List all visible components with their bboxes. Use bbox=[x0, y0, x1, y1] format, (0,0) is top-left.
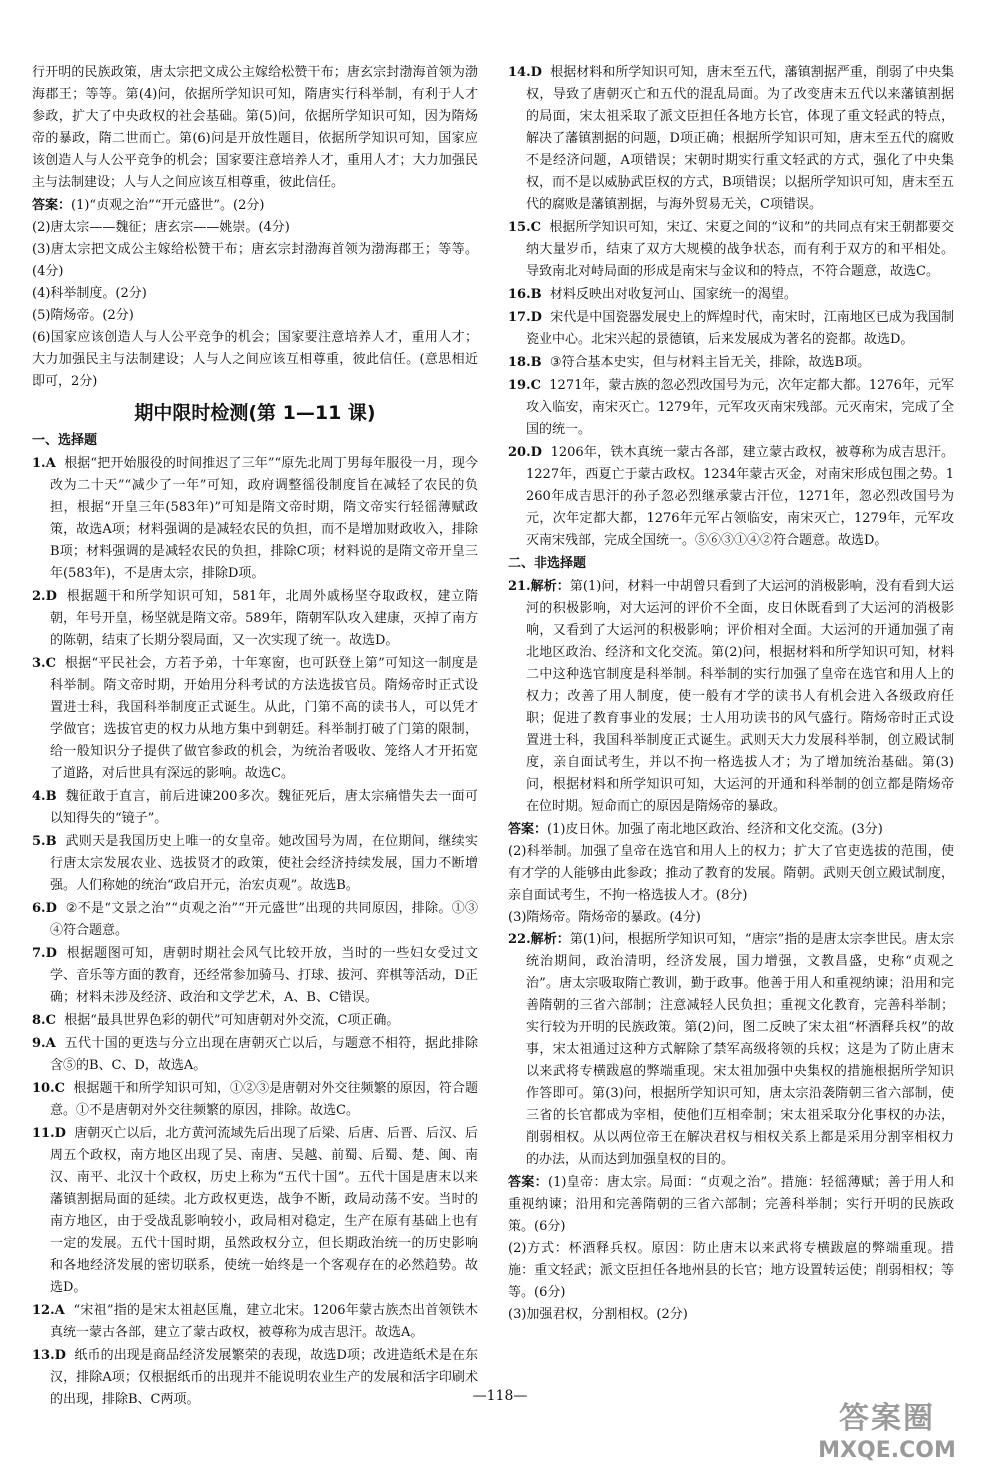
question-item bbox=[32, 1300, 478, 1344]
answer-line: (3)加强君权，分割相权。(2分) bbox=[508, 1307, 688, 1322]
question-explanation: 唐朝灭亡以后，北方黄河流域先后出现了后梁、后唐、后晋、后汉、后周五个政权，南方地区出现了吴、南唐、吴越、前蜀、后蜀、楚、闽、南汉、南平、北汉十个政权，历史上称为“五代十国”。五代十国是唐末以来藩镇割据局面的延续。北方政权更迭，战争不断，政局动荡不安。当时的南方地区，由于受战乱影响较小，政局相对稳定，生产在原有基础上也有一定的发展。五代十国时期，虽然政权分立，但长期政治统一的历史影响和各地经济发展的密切联系，使统一始终是一个客观存在的必然趋势。故选D。 bbox=[50, 1126, 478, 1295]
question-explanation: 根据题干和所学知识可知，581年，北周外戚杨坚夺取政权，建立隋朝，年号开皇，杨坚就是隋文帝。589年，隋朝军队攻入建康，灭掉了南方的陈朝，结束了长期分裂局面，又一次实现了统一。故选D。 bbox=[50, 589, 478, 648]
question-item bbox=[508, 62, 954, 216]
watermark bbox=[802, 1400, 972, 1466]
watermark-logo: 答案圈 bbox=[839, 1401, 935, 1436]
question-explanation: 根据“把开始服役的时间推迟了三年”“原先北周丁男每年服役一月，现今改为二十天”“减少了一年”可知，政府调整徭役制度旨在减轻了农民的负担，根据“开皇三年(583年)”可知是隋文帝时期，隋文帝实行轻徭薄赋政策，故选A项；材料强调的是减轻农民的负担，而不是增加财政收入，排除B项；材料强调的是减轻农民的负担，排除C项；材料说的是隋文帝开皇三年(583年)，不是唐太宗，排除D项。 bbox=[50, 456, 478, 581]
section-heading-choice: 一、选择题 bbox=[32, 433, 98, 448]
answer-label: 答案： bbox=[508, 1175, 549, 1190]
section-title: 期中限时检测(第 1—11 课) bbox=[134, 402, 376, 424]
question-item bbox=[508, 375, 954, 441]
question-explanation: 根据题图可知，唐朝时期社会风气比较开放，当时的一些妇女受过文学、音乐等方面的教育，还经常参加骑马、打球、拔河、弈棋等活动，D正确；材料未涉及经济、政治和文学艺术，A、B、C错误。 bbox=[50, 946, 478, 1005]
answer-line: (3)隋炀帝。隋炀帝的暴政。(4分) bbox=[508, 910, 701, 925]
question-item bbox=[32, 453, 478, 585]
question-explanation: 根据“最具世界色彩的朝代”可知唐朝对外交流，C项正确。 bbox=[64, 1013, 400, 1028]
answer-line: (4)科举制度。(2分) bbox=[32, 286, 147, 301]
answer-line: (2)唐太宗——魏征；唐玄宗——姚崇。(4分) bbox=[32, 220, 290, 235]
question-item bbox=[508, 217, 954, 283]
question-item bbox=[32, 1033, 478, 1077]
question-22 bbox=[508, 929, 954, 1326]
answer-line: (2)方式：杯酒释兵权。原因：防止唐末以来武将专横跋扈的弊端重现。措施：重文轻武；派文臣担任各地州县的长官；地方设置转运使；削弱相权；等等。(6分) bbox=[508, 1241, 954, 1300]
question-number: 19.C bbox=[508, 378, 541, 393]
answer-line: (1)“贞观之治”“开元盛世”。(2分) bbox=[71, 198, 265, 213]
question-number: 12.A bbox=[32, 1303, 65, 1318]
answer-line: (1)皇帝：唐太宗。局面：“贞观之治”。措施：轻徭薄赋；善于用人和重视纳谏；沿用和完善隋朝的三省六部制；完善科举制；实行开明的民族政策。(6分) bbox=[508, 1175, 954, 1234]
question-item bbox=[508, 284, 954, 306]
question-number: 16.B bbox=[508, 287, 542, 302]
question-explanation: 五代十国的更迭与分立出现在唐朝灭亡以后，与题意不相符，据此排除含⑤的B、C、D，故选A。 bbox=[50, 1036, 478, 1073]
question-explanation: 1271年，蒙古族的忽必烈改国号为元，次年定都大都。1276年，元军攻入临安，南宋灭亡。1279年，元军攻灭南宋残部。元灭南宋，完成了全国的统一。 bbox=[526, 378, 955, 437]
answer-line: (3)唐太宗把文成公主嫁给松赞干布；唐玄宗封渤海首领为渤海郡王；等等。(4分) bbox=[32, 242, 478, 279]
question-explanation: 根据“平民社会，方若予弟，十年寒窗，也可跃登上第”可知这一制度是科举制。隋文帝时期，开始用分科考试的方法选拔官员。隋炀帝时正式设置进士科，我国科举制度正式诞生。从此，门第不高的读书人，可以凭才学做官；选拔官吏的权力从地方集中到朝廷。科举制打破了门第的限制，给一般知识分子提供了做官参政的机会，为统治者吸收、笼络人才开拓宽了道路，对后世具有深远的影响。故选C。 bbox=[50, 656, 478, 781]
question-number: 17.D bbox=[508, 310, 542, 325]
answer-line: (2)科举制。加强了皇帝在选官和用人上的权力；扩大了官吏选拔的范围，使有才学的人能够由此参政；推动了教育的发展。隋朝。武则天创立殿试制度，亲自面试考生，不拘一格选拔人才。(8分) bbox=[508, 844, 954, 903]
question-explanation: “宋祖”指的是宋太祖赵匡胤，建立北宋。1206年蒙古族杰出首领铁木真统一蒙古各部，建立了蒙古政权，被尊称为成吉思汗。故选A。 bbox=[50, 1303, 478, 1340]
section-heading-nonchoice: 二、非选择题 bbox=[508, 556, 587, 571]
left-question-list bbox=[32, 453, 478, 1411]
question-number: 2.D bbox=[32, 589, 57, 604]
question-number: 13.D bbox=[32, 1348, 66, 1363]
question-number: 8.C bbox=[32, 1013, 56, 1028]
question-explanation: 根据题干和所学知识可知，①②③是唐朝对外交往频繁的原因，符合题意。①不是唐朝对外交往频繁的原因，排除。故选C。 bbox=[50, 1081, 478, 1118]
question-item bbox=[508, 442, 954, 552]
right-question-list bbox=[508, 62, 954, 552]
question-number: 4.B bbox=[32, 789, 57, 804]
analysis-label: 解析： bbox=[530, 932, 570, 947]
question-number: 11.D bbox=[32, 1126, 66, 1141]
question-21 bbox=[508, 576, 954, 929]
question-item bbox=[32, 898, 478, 942]
question-explanation: ②不是“文景之治”“贞观之治”“开元盛世”出现的共同原因，排除。①③④符合题意。 bbox=[50, 901, 479, 938]
question-item bbox=[32, 586, 478, 652]
answer-label: 答案： bbox=[32, 198, 72, 213]
page-number: —118— bbox=[472, 1388, 528, 1404]
question-explanation: 根据所学知识可知，宋辽、宋夏之间的“议和”的共同点有宋王朝都要交纳大量岁币，结束了双方大规模的战争状态，而有利于双方的和平相处。导致南北对峙局面的形成是南宋与金议和的特点，不符合题意，故选C。 bbox=[526, 220, 955, 279]
question-explanation: 魏征敢于直言，前后进谏200多次。魏征死后，唐太宗痛惜失去一面可以知得失的“镜子”。 bbox=[50, 789, 478, 826]
intro-paragraph: 行开明的民族政策，唐太宗把文成公主嫁给松赞干布；唐玄宗封渤海首领为渤海郡王；等等。第(4)问，依据所学知识可知，隋唐实行科举制，有利于人才参政，扩大了中央政权的社会基础。第(5)问，依据所学知识可知，因为隋炀帝的暴政，隋二世而亡。第(6)问是开放性题目，依据所学知识可知，国家应该创造人与人公平竞争的机会；国家要注意培养人才，重用人才；大力加强民主与法制建设；人与人之间应该互相尊重，彼此信任。 bbox=[32, 65, 478, 190]
question-explanation: 宋代是中国瓷器发展史上的辉煌时代，南宋时，江南地区已成为我国制瓷业中心。北宋兴起的景德镇，后来发展成为著名的瓷都。故选D。 bbox=[526, 310, 954, 347]
question-number: 7.D bbox=[32, 946, 57, 961]
question-explanation: ③符合基本史实，但与材料主旨无关，排除，故选B项。 bbox=[549, 355, 871, 370]
question-number: 9.A bbox=[32, 1036, 56, 1051]
answer-line: (5)隋炀帝。(2分) bbox=[32, 308, 134, 323]
question-explanation: 根据材料和所学知识可知，唐末至五代，藩镇割据严重，削弱了中央集权，导致了唐朝灭亡和五代的混乱局面。为了改变唐末五代以来藩镇割据的局面，宋太祖采取了派文臣担任各地方长官，体现了重文轻武的特点，解决了藩镇割据的问题，D项正确；根据所学知识可知，唐末至五代的腐败不是经济问题，A项错误；宋朝时期实行重文轻武的方式，强化了中央集权，而不是以威胁武臣权的方式，B项错误；以据所学知识可知，唐末至五代的腐败是藩镇割据，与海外贸易无关，C项错误。 bbox=[526, 65, 954, 212]
answer-line: (1)皮日休。加强了南北地区政治、经济和文化交流。(3分) bbox=[547, 822, 883, 837]
right-column bbox=[508, 62, 954, 1326]
question-number: 10.C bbox=[32, 1081, 65, 1096]
question-item bbox=[32, 1078, 478, 1122]
question-number: 6.D bbox=[32, 901, 57, 916]
question-number: 20.D bbox=[508, 445, 542, 460]
question-item bbox=[32, 943, 478, 1009]
question-explanation: 材料反映出对收复河山、国家统一的渴望。 bbox=[549, 287, 797, 302]
question-number: 18.B bbox=[508, 355, 542, 370]
watermark-url: MXQE.COM bbox=[818, 1438, 956, 1463]
question-item bbox=[32, 1123, 478, 1299]
answer-line: (6)国家应该创造人与人公平竞争的机会；国家要注意培养人才，重用人才；大力加强民主与法制建设；人与人之间应该互相尊重，彼此信任。(意思相近即可，2分) bbox=[32, 330, 478, 389]
left-column bbox=[32, 62, 478, 1412]
answer-label: 答案： bbox=[508, 822, 548, 837]
question-explanation: 1206年，铁木真统一蒙古各部，建立蒙古政权，被尊称为成吉思汗。1227年，西夏亡于蒙古政权。1234年蒙古灭金，对南宋形成包围之势。1260年成吉思汗的孙子忽必烈继承蒙古汗位，1271年，忽必烈改国号为元，次年定都大都，1276年元军占领临安，南宋灭亡，1279年，元军攻灭南宋残部，完成全国统一。⑤⑥③①④②符合题意。故选D。 bbox=[526, 445, 954, 548]
question-number: 1.A bbox=[32, 456, 56, 471]
question-item bbox=[32, 653, 478, 785]
analysis-text: 第(1)问，材料一中胡曾只看到了大运河的消极影响，没有看到大运河的积极影响，对大运河的评价不全面，皮日休既看到了大运河的消极影响，又看到了大运河的积极影响；评价相对全面。大运河的开通加强了南北地区政治、经济和文化交流。第(2)问，根据材料和所学知识可知，材料二中这种选官制度是科举制。科举制的实行加强了皇帝在选官和用人上的权力；改善了用人制度，使一般有才学的读书人有机会进入各级政府任职；促进了教育事业的发展；士人用功读书的风气盛行。隋炀帝时正式设置进士科，我国科举制度正式诞生。武则天大力发展科举制，创立殿试制度，亲自面试考生，并以不拘一格选拔人才；为了增加统治基础。第(3)问，根据材料和所学知识可知，大运河的开通和科举制的创立都是隋炀帝在位时期。短命而亡的原因是隋炀帝的暴政。 bbox=[526, 579, 954, 814]
question-explanation: 纸币的出现是商品经济发展繁荣的表现，故选D项；改进造纸术是在东汉，排除A项；仅根据纸币的出现并不能说明农业生产的发展和活字印刷术的出现，排除B、C两项。 bbox=[50, 1348, 478, 1407]
answer-block-prev bbox=[32, 195, 478, 393]
question-number: 21. bbox=[508, 579, 531, 594]
question-item bbox=[508, 307, 954, 351]
question-item bbox=[32, 1010, 478, 1032]
question-number: 22. bbox=[508, 932, 531, 947]
question-explanation: 武则天是我国历史上唯一的女皇帝。她改国号为周，在位期间，继续实行唐太宗发展农业、选拔贤才的政策，使社会经济持续发展，国力不断增强。人们称她的统治“政启开元，治宏贞观”。故选B。 bbox=[50, 834, 478, 893]
question-number: 5.B bbox=[32, 834, 57, 849]
analysis-label: 解析： bbox=[530, 579, 570, 594]
question-number: 3.C bbox=[32, 656, 56, 671]
question-item bbox=[508, 352, 954, 374]
question-item bbox=[32, 786, 478, 830]
question-item bbox=[32, 831, 478, 897]
question-number: 15.C bbox=[508, 220, 541, 235]
analysis-text: 第(1)问，根据所学知识可知，“唐宗”指的是唐太宗李世民。唐太宗统治期间，政治清明，经济发展，国力增强，文教昌盛，史称“贞观之治”。唐太宗吸取隋亡教训，勤于政事。他善于用人和重视纳谏；沿用和完善隋朝的三省六部制；注意减轻人民负担；重视文化教育，完善科举制；实行较为开明的民族政策。第(2)问，图二反映了宋太祖“杯酒释兵权”的故事，宋太祖通过这种方式解除了禁军高级将领的兵权；这是为了防止唐末以来武将专横跋扈的弊端重现。宋太祖加强中央集权的措施根据所学知识作答即可。第(3)问，根据所学知识可知，唐太宗沿袭隋朝三省六部制，使三省的长官都成为宰相，使他们互相牵制；宋太祖采取分化事权的办法，削弱相权。从以两位帝王在解决君权与相权关系上都是采用分割宰相权力的办法，从而达到加强皇权的目的。 bbox=[526, 932, 954, 1167]
question-number: 14.D bbox=[508, 65, 542, 80]
